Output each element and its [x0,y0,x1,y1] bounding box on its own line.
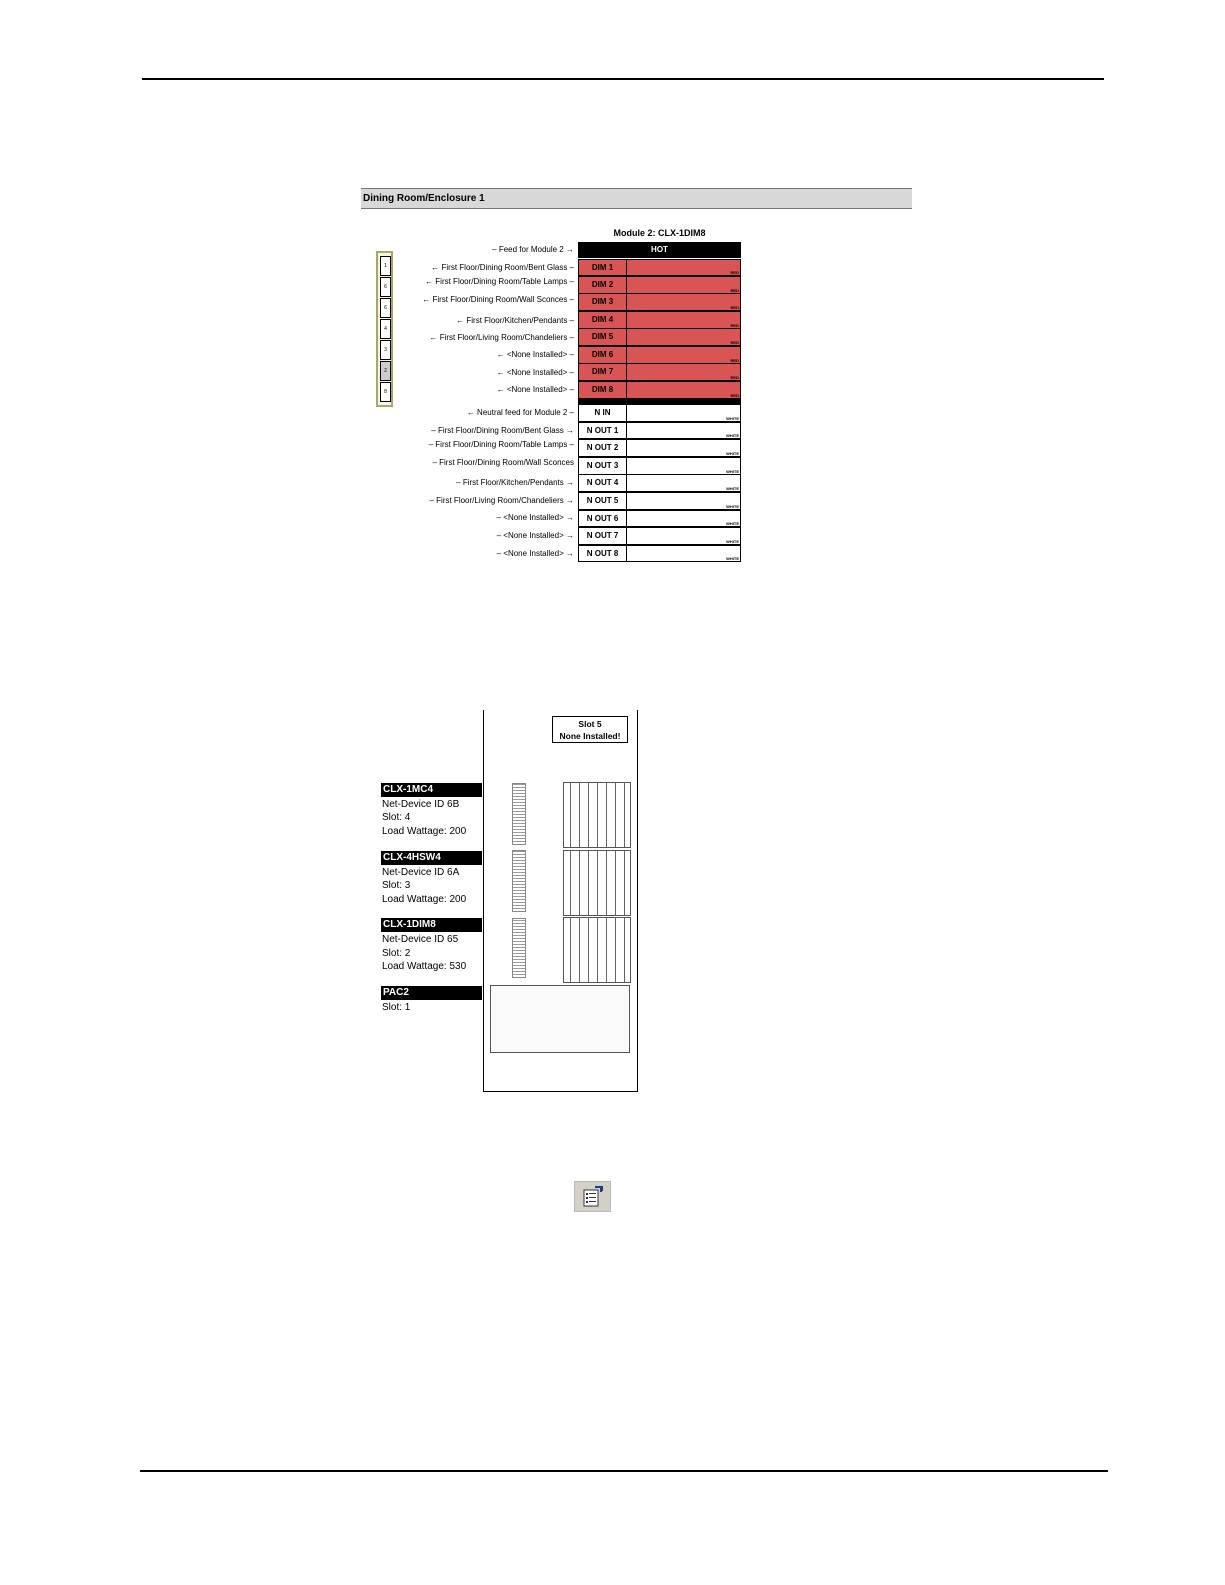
wire-color-tag: RED [730,358,739,363]
legend-box [376,251,393,407]
neutral-wire [626,457,741,475]
neutral-out-label: N OUT 5 [578,492,627,510]
neutral-wire [626,545,741,562]
wire-color-tag: WHITE [726,469,739,474]
wire-color-tag: WHITE [726,556,739,561]
neutral-feed-label: ← Neutral feed for Module 2 – [466,408,574,417]
dim-wire [626,311,741,329]
footer-rule [140,1470,1108,1472]
load-label: ← <None Installed> – [496,385,574,394]
neutral-wire [626,439,741,457]
legend-cell: 2 [380,361,391,381]
neutral-wire [626,510,741,527]
neutral-wire [626,422,741,439]
load-label: ← First Floor/Kitchen/Pendants – [456,316,574,325]
load-label: – <None Installed> → [496,549,574,558]
header-rule [142,78,1104,80]
module-name[interactable]: PAC2 [381,986,482,1000]
module-device-id: Net-Device ID 6A [382,867,460,878]
module-unit-slot4[interactable] [563,782,631,848]
wire-color-tag: WHITE [726,539,739,544]
load-label: – <None Installed> → [496,531,574,540]
module-name[interactable]: CLX-1MC4 [381,783,482,797]
load-label: – First Floor/Kitchen/Pendants → [456,478,574,487]
dim-label: DIM 4 [578,311,627,329]
legend-cell: 1 [380,256,391,276]
neutral-wire [626,404,741,422]
neutral-out-label: N OUT 1 [578,422,627,439]
module-name[interactable]: CLX-4HSW4 [381,851,482,865]
neutral-wire [626,492,741,510]
legend-cell: 4 [380,319,391,339]
wire-color-tag: RED [730,288,739,293]
legend-cell: 3 [380,340,391,360]
wire-color-tag: RED [730,375,739,380]
wire-harness [512,783,526,845]
neutral-wire [626,474,741,492]
dim-wire [626,259,741,276]
wire-color-tag: WHITE [726,416,739,421]
neutral-out-label: N OUT 2 [578,439,627,457]
dim-wire [626,276,741,294]
module-slot: Slot: 4 [382,812,411,823]
dim-wire [626,381,741,399]
load-label: ← <None Installed> – [496,350,574,359]
wire-color-tag: WHITE [726,433,739,438]
neutral-wire [626,527,741,545]
module-slot: Slot: 2 [382,948,411,959]
module-name[interactable]: CLX-1DIM8 [381,918,482,932]
neutral-out-label: N OUT 6 [578,510,627,527]
module-slot: Slot: 1 [382,1002,411,1013]
legend-cell: 8 [380,382,391,402]
wire-color-tag: WHITE [726,521,739,526]
neutral-out-label: N OUT 7 [578,527,627,545]
dim-wire [626,363,741,381]
load-label: ← First Floor/Dining Room/Table Lamps – [425,277,574,286]
wire-color-tag: RED [730,340,739,345]
neutral-out-label: N OUT 3 [578,457,627,475]
module-device-id: Net-Device ID 65 [382,934,459,945]
dim-label: DIM 3 [578,293,627,311]
module-wattage: Load Wattage: 200 [382,826,467,837]
dim-label: DIM 2 [578,276,627,294]
load-label: – First Floor/Dining Room/Wall Sconces [432,458,574,467]
enclosure-title: Dining Room/Enclosure 1 [361,188,912,209]
module-slot: Slot: 3 [382,880,411,891]
wire-color-tag: WHITE [726,504,739,509]
wire-color-tag: RED [730,323,739,328]
module-device-id: Net-Device ID 6B [382,799,460,810]
load-label: – First Floor/Living Room/Chandeliers → [429,496,574,505]
slot5-title: Slot 5 [578,719,602,729]
wire-harness [512,850,526,912]
module-unit-slot3[interactable] [563,850,631,916]
dim-label: DIM 8 [578,381,627,399]
module-unit-slot2[interactable] [563,917,631,983]
load-label: ← First Floor/Dining Room/Bent Glass – [431,263,574,272]
pac-unit-slot1[interactable] [490,985,630,1053]
properties-icon[interactable] [574,1181,611,1212]
slot5-box [552,716,628,743]
legend-cell: 6 [380,298,391,318]
load-label: ← First Floor/Living Room/Chandeliers – [429,333,574,342]
wire-color-tag: WHITE [726,486,739,491]
neutral-in-label: N IN [578,404,627,422]
module-title: Module 2: CLX-1DIM8 [613,228,706,238]
dim-label: DIM 1 [578,259,627,276]
neutral-out-label: N OUT 4 [578,474,627,492]
dim-wire [626,328,741,346]
slot5-status: None Installed! [559,731,621,741]
wire-color-tag: RED [730,270,739,275]
dim-label: DIM 6 [578,346,627,364]
module-wattage: Load Wattage: 530 [382,961,467,972]
dim-label: DIM 7 [578,363,627,381]
load-label: – <None Installed> → [496,513,574,522]
dim-wire [626,293,741,311]
load-label: – First Floor/Dining Room/Bent Glass → [431,426,574,435]
load-label: ← <None Installed> – [496,368,574,377]
module-wattage: Load Wattage: 200 [382,894,467,905]
legend-cell: 6 [380,277,391,297]
wire-color-tag: WHITE [726,451,739,456]
feed-label: – Feed for Module 2 → [492,245,574,254]
wire-color-tag: RED [730,305,739,310]
hot-feed-box: HOT [578,242,741,258]
load-label: ← First Floor/Dining Room/Wall Sconces – [422,295,574,304]
wire-color-tag: RED [730,393,739,398]
dim-label: DIM 5 [578,328,627,346]
load-label: – First Floor/Dining Room/Table Lamps – [428,440,574,449]
wire-harness [512,918,526,978]
neutral-out-label: N OUT 8 [578,545,627,562]
dim-wire [626,346,741,364]
